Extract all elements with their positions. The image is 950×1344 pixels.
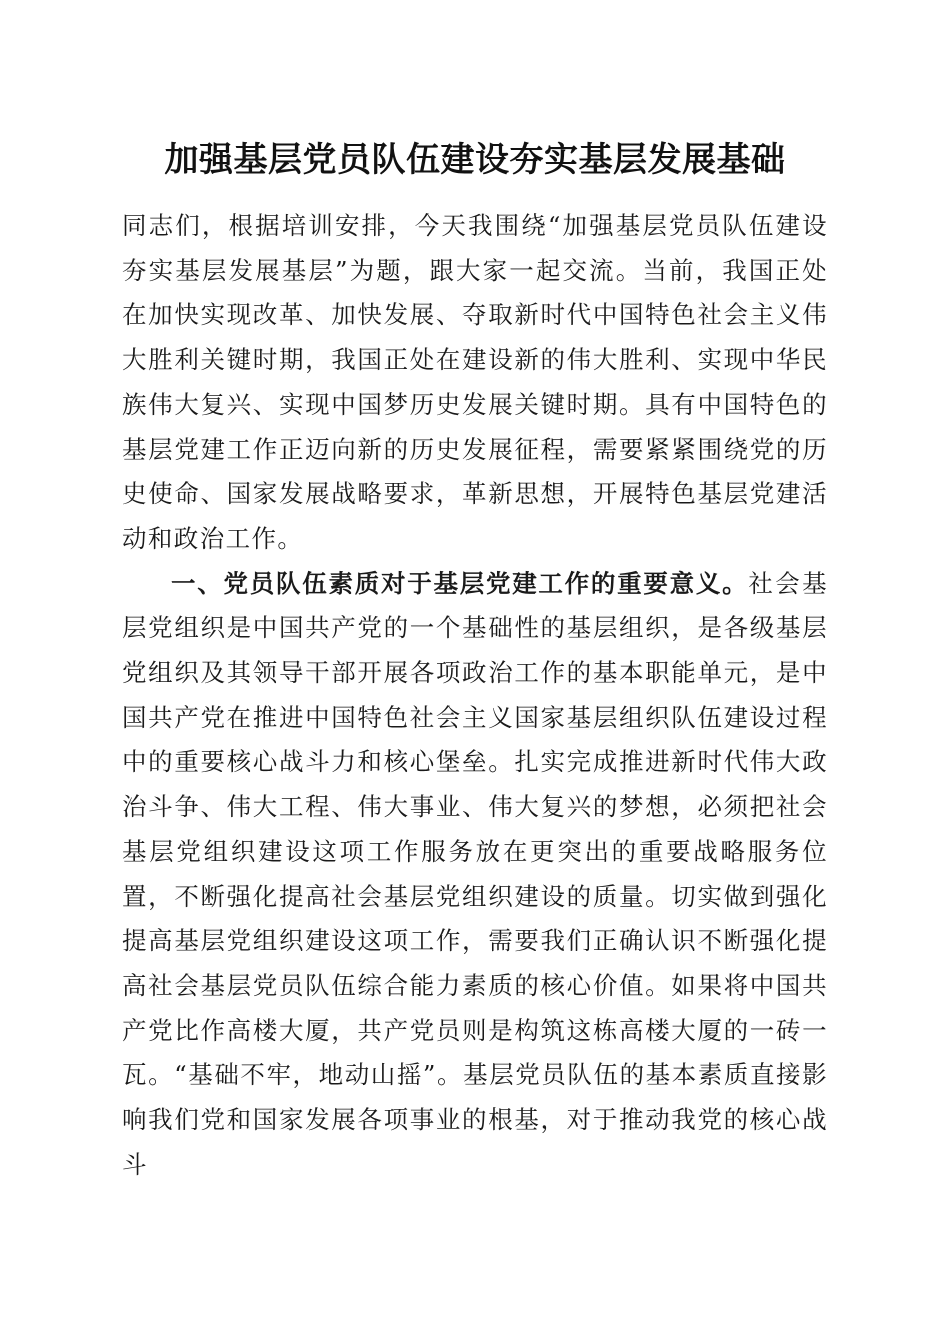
intro-paragraph: 同志们，根据培训安排，今天我围绕“加强基层党员队伍建设夯实基层发展基层”为题，跟大家一起交流。当前，我国正处在加快实现改革、加快发展、夺取新时代中国特色社会主义伟大胜利关键时期，我国正处在建设新的伟大胜利、实现中华民族伟大复兴、实现中国梦历史发展关键时期。具有中国特色的基层党建工作正迈向新的历史发展征程，需要紧紧围绕党的历史使命、国家发展战略要求，革新思想，开展特色基层党建活动和政治工作。 xyxy=(122,211,828,553)
document-body xyxy=(122,204,828,1187)
section-one-heading: 一、党员队伍素质对于基层党建工作的重要意义。 xyxy=(171,568,749,598)
section-one-paragraph xyxy=(122,562,828,1188)
section-one-text: 社会基层党组织是中国共产党的一个基础性的基层组织，是各级基层党组织及其领导干部开展各项政治工作的基本职能单元，是中国共产党在推进中国特色社会主义国家基层组织队伍建设过程中的重要核心战斗力和核心堡垒。扎实完成推进新时代伟大政治斗争、伟大工程、伟大事业、伟大复兴的梦想，必须把社会基层党组织建设这项工作服务放在更突出的重要战略服务位置，不断强化提高社会基层党组织建设的质量。切实做到强化提高基层党组织建设这项工作，需要我们正确认识不断强化提高社会基层党员队伍综合能力素质的核心价值。如果将中国共产党比作高楼大厦，共产党员则是构筑这栋高楼大厦的一砖一瓦。“基础不牢，地动山摇”。基层党员队伍的基本素质直接影响我们党和国家发展各项事业的根基，对于推动我党的核心战斗 xyxy=(122,568,828,1179)
document-title: 加强基层党员队伍建设夯实基层发展基础 xyxy=(164,140,786,180)
